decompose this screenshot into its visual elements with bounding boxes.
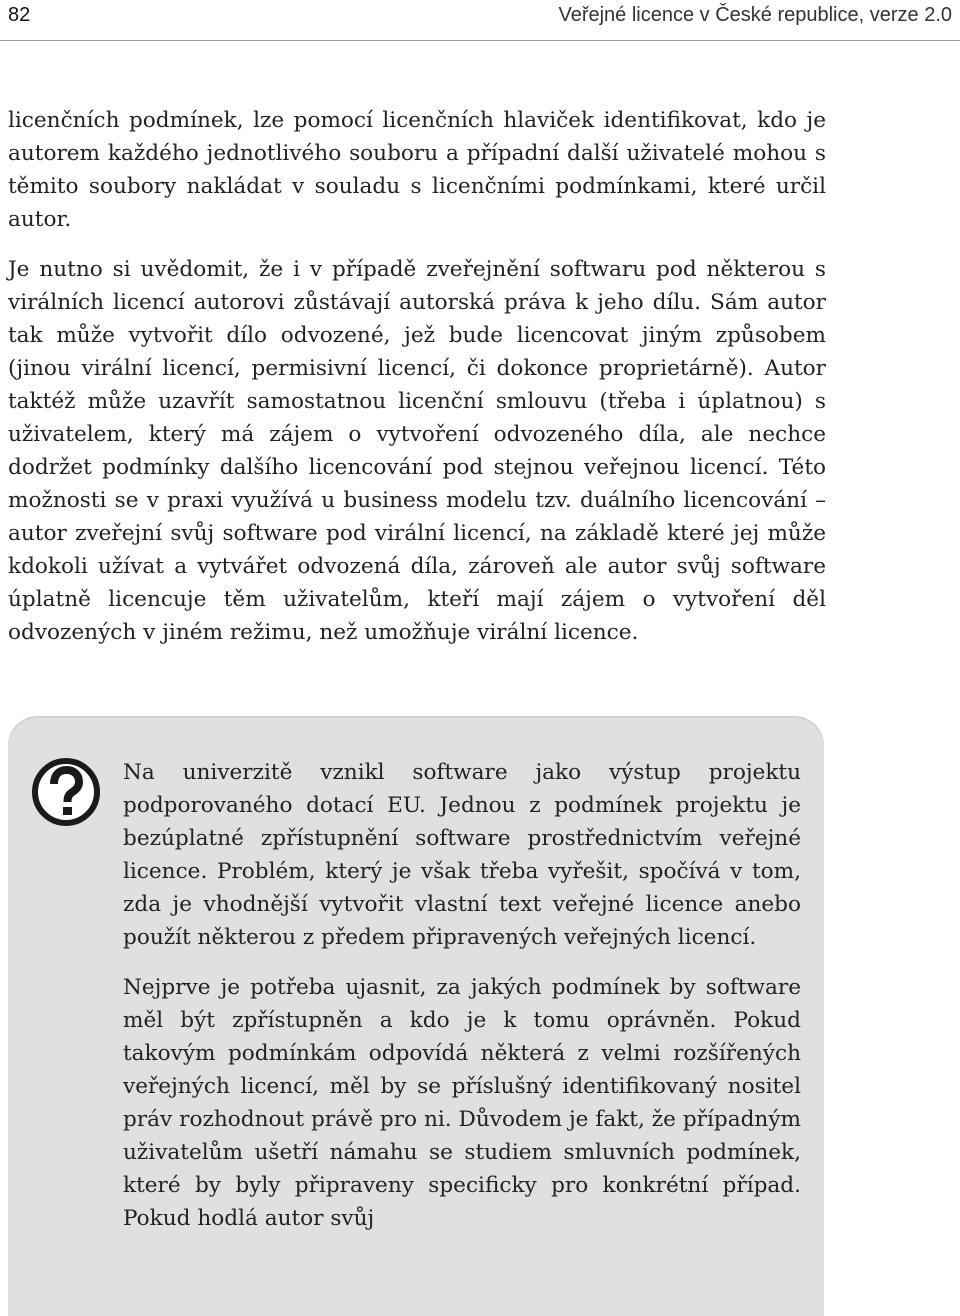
running-title: Veřejné licence v České republice, verze 2.0 [558, 4, 952, 26]
paragraph: Je nutno si uvědomit, že i v případě zveřejnění softwaru pod některou s virálních licencí autorovi zůstávají autorská práva k jeho dílu. Sám autor tak může vytvořit dílo odvozené, jež bude licencovat jiným způsobem (jinou virální licencí, permisivní licencí, či dokonce proprietárně). Autor taktéž může uzavřít samostatnou licenční smlouvu (třeba i úplatnou) s uživatelem, který má zájem o vytvoření odvozeného díla, ale nechce dodržet podmínky dalšího licencování pod stejnou veřejnou licencí. Této možnosti se v praxi využívá u business modelu tzv. duálního licencování – autor zveřejní svůj software pod virální licencí, na základě které jej může kdokoli užívat a vytvářet odvozená díla, zároveň ale autor svůj software úplatně licencuje těm uživatelům, kteří mají zájem o vytvoření děl odvozených v jiném režimu, než umožňuje virální licence. [8, 257, 826, 645]
header-divider [0, 40, 960, 41]
example-callout-box [8, 716, 824, 1316]
page-number: 82 [8, 4, 31, 26]
main-text [8, 104, 826, 666]
callout-text [123, 756, 801, 1252]
question-mark-icon [32, 758, 100, 826]
callout-paragraph: Na univerzitě vznikl software jako výstup projektu podporovaného dotací EU. Jednou z podmínek projektu je bezúplatné zpřístupnění software prostřednictvím veřejné licence. Problém, který je však třeba vyřešit, spočívá v tom, zda je vhodnější vytvořit vlastní text veřejné licence anebo použít některou z předem připravených veřejných licencí. [123, 760, 801, 950]
callout-paragraph: Nejprve je potřeba ujasnit, za jakých podmínek by software měl být zpřístupněn a kdo je k tomu oprávněn. Pokud takovým podmínkám odpovídá některá z velmi rozšířených veřejných licencí, měl by se příslušný identifikovaný nositel práv rozhodnout právě pro ni. Důvodem je fakt, že případným uživatelům ušetří námahu se studiem smluvních podmínek, které by byly připraveny specificky pro konkrétní případ. Pokud hodlá autor svůj [123, 975, 801, 1231]
paragraph: licenčních podmínek, lze pomocí licenčních hlaviček identifikovat, kdo je autorem každého jednotlivého souboru a případní další uživatelé mohou s těmito soubory nakládat v souladu s licenčními podmínkami, které určil autor. [8, 108, 826, 232]
page-header [0, 0, 960, 44]
